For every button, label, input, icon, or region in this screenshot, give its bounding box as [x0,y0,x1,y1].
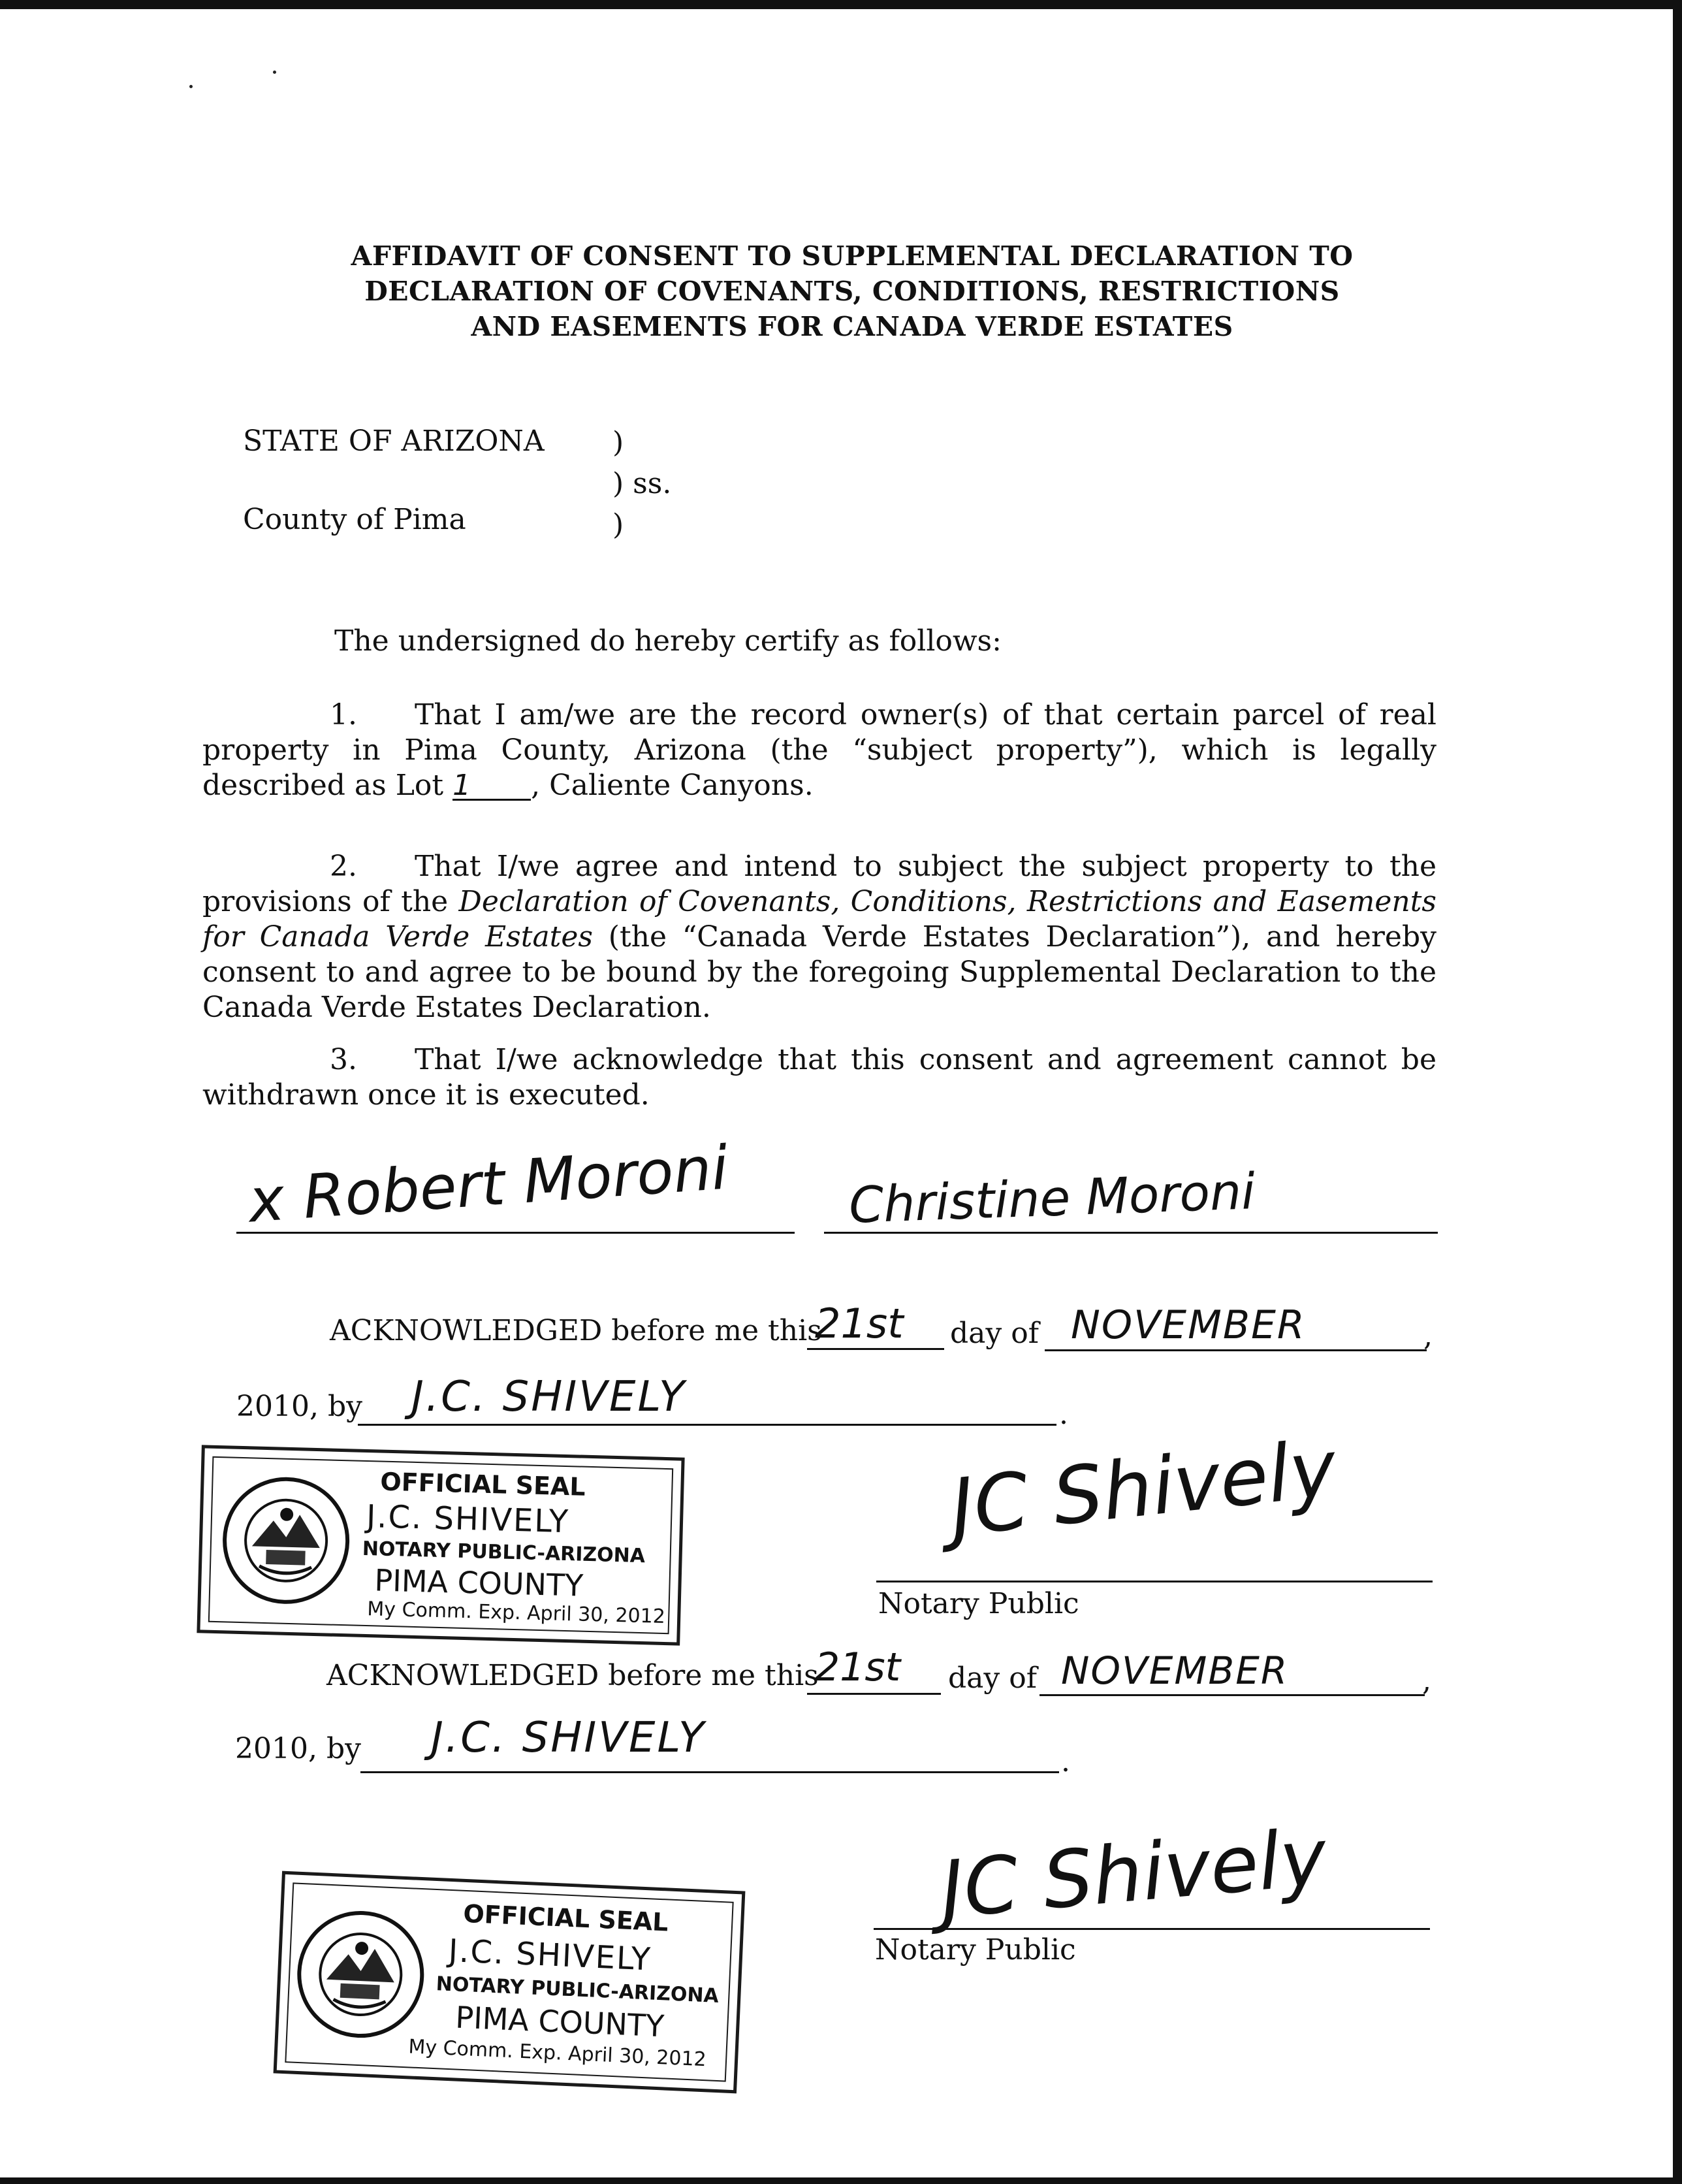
ack-period: . [1059,1398,1068,1431]
seal-line-expiry: My Comm. Exp. April 30, 2012 [407,2035,707,2072]
seal-line-name: J.C. SHIVELY [366,1498,570,1541]
ack-day-of: day of [948,1662,1038,1695]
paragraph-number: 1. [330,698,357,731]
seal-line-official: OFFICIAL SEAL [379,1467,586,1502]
venue-state: STATE OF ARIZONA [243,425,545,458]
paragraph-text: That I am/we are the record owner(s) of that certain parcel of real property in Pima County, Arizona (the “subject property”), which is legally described as Lot [202,698,1436,802]
seal-line-county: PIMA COUNTY [454,1999,665,2044]
ack-day-of: day of [950,1317,1039,1350]
state-seal-emblem [293,1906,429,2043]
scan-speck [273,71,276,74]
ack-month: NOVEMBER [1061,1648,1289,1693]
ack-year-by: 2010, by [236,1390,362,1423]
signature-line [824,1232,1438,1234]
signature-line [236,1232,795,1234]
fill-line [360,1771,1059,1773]
ack-month: NOVEMBER [1071,1302,1306,1348]
ack-year-by: 2010, by [235,1732,361,1765]
signature-line [876,1581,1433,1582]
notary-public-label: Notary Public [878,1587,1079,1620]
declaration-title: Declaration of Covenants, Conditions, Restrictions and Easements for Canada Verde Estates [202,885,1436,954]
ack-comma: , [1423,1319,1433,1353]
paragraph-number: 3. [330,1043,357,1076]
ack-day: 21st [815,1645,901,1690]
fill-line [358,1424,1056,1426]
notary-public-label: Notary Public [875,1933,1076,1967]
scan-speck [189,85,193,88]
seal-line-county: PIMA COUNTY [373,1562,584,1603]
notary-seal [274,1871,746,2094]
notary-signature: JC Shively [937,1812,1331,1936]
lot-number-field: 1 [452,773,531,801]
owner-signature-2: Christine Moroni [848,1162,1256,1234]
fill-line [807,1348,944,1350]
seal-line-notary: NOTARY PUBLIC-ARIZONA [436,1972,720,2008]
ack-comma: , [1422,1664,1431,1697]
fill-line [1045,1349,1427,1351]
paragraph-text: , Caliente Canyons. [531,769,814,802]
intro-text: The undersigned do hereby certify as follows: [334,624,1002,658]
paragraph-1 [202,698,1436,803]
document-title [235,238,1469,344]
owner-signature-1: x Robert Moroni [246,1132,731,1236]
title-line: DECLARATION OF COVENANTS, CONDITIONS, RESTRICTIONS [364,276,1340,307]
seal-line-name: J.C. SHIVELY [447,1932,652,1978]
fill-line [1039,1694,1425,1696]
paragraph-text: That I/we agree and intend to subject the subject property to the provisions of the [202,850,1436,918]
venue-county: County of Pima [243,503,466,536]
ack-by-name: J.C. SHIVELY [411,1373,687,1421]
fill-line [807,1693,941,1695]
paragraph-2 [202,849,1436,1025]
notary-signature: JC Shively [946,1423,1341,1554]
paragraph-text: That I/we acknowledge that this consent and agreement cannot be withdrawn once it is executed. [202,1043,1436,1112]
paragraph-3 [202,1042,1436,1113]
seal-line-expiry: My Comm. Exp. April 30, 2012 [366,1598,666,1629]
paragraph-text: (the “Canada Verde Estates Declaration”), and hereby consent to and agree to be bound by the foregoing Supplemental Declaration to the Canada Verde Estates Declaration. [202,920,1436,1024]
page-edge-right [1673,0,1682,2184]
notary-seal [197,1445,684,1645]
ack-day: 21st [815,1300,904,1347]
ack-prefix: ACKNOWLEDGED before me this [330,1314,822,1347]
ack-by-name: J.C. SHIVELY [431,1714,706,1762]
paragraph-number: 2. [330,850,357,883]
title-line: AFFIDAVIT OF CONSENT TO SUPPLEMENTAL DECLARATION TO [351,240,1354,272]
ack-prefix: ACKNOWLEDGED before me this [326,1659,819,1692]
venue-paren: ) [612,426,624,459]
title-line: AND EASEMENTS FOR CANADA VERDE ESTATES [471,311,1233,342]
venue-ss: ) ss. [612,467,672,500]
venue-paren: ) [612,508,624,541]
state-seal-emblem [219,1473,353,1607]
seal-line-notary: NOTARY PUBLIC-ARIZONA [362,1537,646,1568]
page-edge-bottom [0,2177,1682,2184]
seal-line-official: OFFICIAL SEAL [462,1899,669,1937]
signature-line [874,1928,1430,1930]
page-edge-top [0,0,1682,9]
ack-period: . [1061,1745,1070,1778]
